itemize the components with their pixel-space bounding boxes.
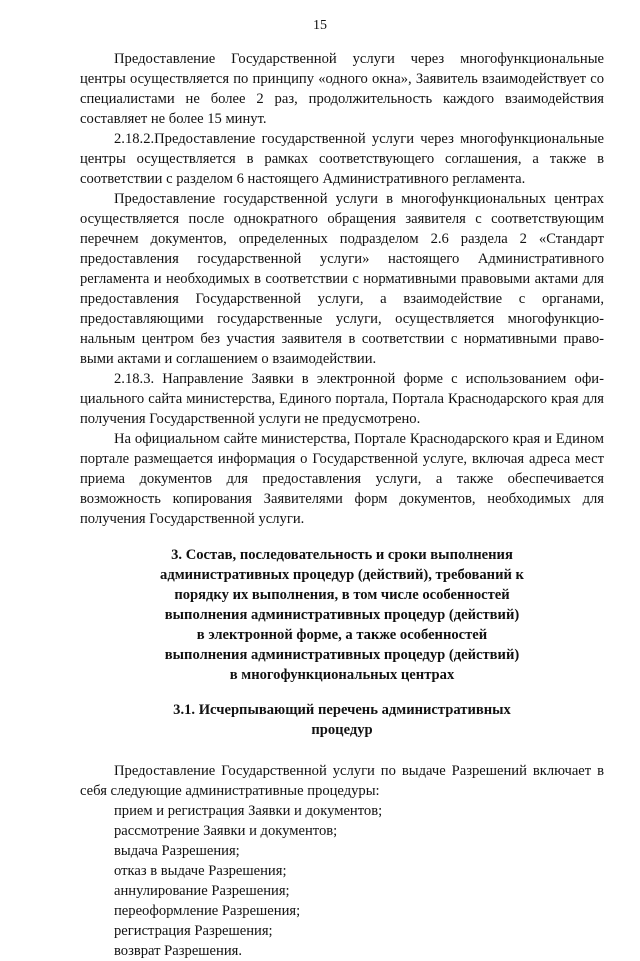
list-item: выдача Разрешения; <box>114 843 240 859</box>
page-body <box>80 49 604 961</box>
list-item: отказ в выдаче Разрешения; <box>114 863 287 879</box>
section-heading-line: выполнения административных процедур (действий) <box>164 647 520 663</box>
section-heading-line: 3. Состав, последовательность и сроки выполнения <box>171 547 513 563</box>
section-heading-line: в многофункциональных центрах <box>229 667 455 683</box>
section-heading-line: порядку их выполнения, в том числе особенностей <box>174 587 510 603</box>
subsection-heading-line: процедур <box>311 722 373 738</box>
list-item: рассмотрение Заявки и документов; <box>114 823 338 839</box>
intro-paragraph: Предоставление Государственной услуги по выдаче Разрешений включает в себя следующие административные процедуры: <box>80 763 604 799</box>
subsection-heading <box>80 700 604 740</box>
paragraph: 2.18.2.Предоставление государственной услуги через многофункциональные центры осуществляется в рамках соответствующего соглашения, а также в соответствии с разделом 6 настоящего Административного регламента. <box>80 131 604 187</box>
section-heading-line: административных процедур (действий), требований к <box>160 567 524 583</box>
paragraph: 2.18.3. Направление Заявки в электронной форме с использованием официального сайта министерства, Единого портала, Портала Краснодарского края для получения Государственной услуги не предусмотрено. <box>80 371 604 427</box>
section-heading-line: в электронной форме, а также особенностей <box>196 627 488 643</box>
procedure-list <box>80 801 604 961</box>
section-heading <box>80 545 604 685</box>
list-item: аннулирование Разрешения; <box>114 883 290 899</box>
list-item: прием и регистрация Заявки и документов; <box>114 803 383 819</box>
paragraph: Предоставление Государственной услуги через многофункциональные центры осуществляется по принципу «одного окна», Заявитель взаимодействует со специалистами не более 2 раз, продолжительность каждого взаимодействия составляет не более 15 минут. <box>80 51 604 127</box>
page-number: 15 <box>313 18 327 33</box>
paragraph: Предоставление государственной услуги в многофункциональных центрах осуществляется после однократного обращения заявителя с соответствующим перечнем документов, определенных подразделом 2.6 раздела 2 «Стандарт предоставления государственной услуги» настоящего Административного регламента и необходимых в соответствии с нормативными правовыми актами для предоставления Государственной услуги, а взаимодействие с органами, предоставляющими государственные услуги, осуществляется многофункциональным центром без участия заявителя в соответствии с нормативными правовыми актами и соглашением о взаимодействии. <box>80 191 604 367</box>
paragraph: На официальном сайте министерства, Портале Краснодарского края и Едином портале размещается информация о Государственной услуге, включая адреса мест приема документов для предоставления услуги, а также обеспечивается возможность копирования Заявителями форм документов, необходимых для получения Государственной услуги. <box>80 431 604 527</box>
list-item: возврат Разрешения. <box>114 943 242 959</box>
list-item: переоформление Разрешения; <box>114 903 301 919</box>
list-item: регистрация Разрешения; <box>114 923 273 939</box>
section-heading-line: выполнения административных процедур (действий) <box>164 607 520 623</box>
subsection-heading-line: 3.1. Исчерпывающий перечень административных <box>173 702 511 718</box>
